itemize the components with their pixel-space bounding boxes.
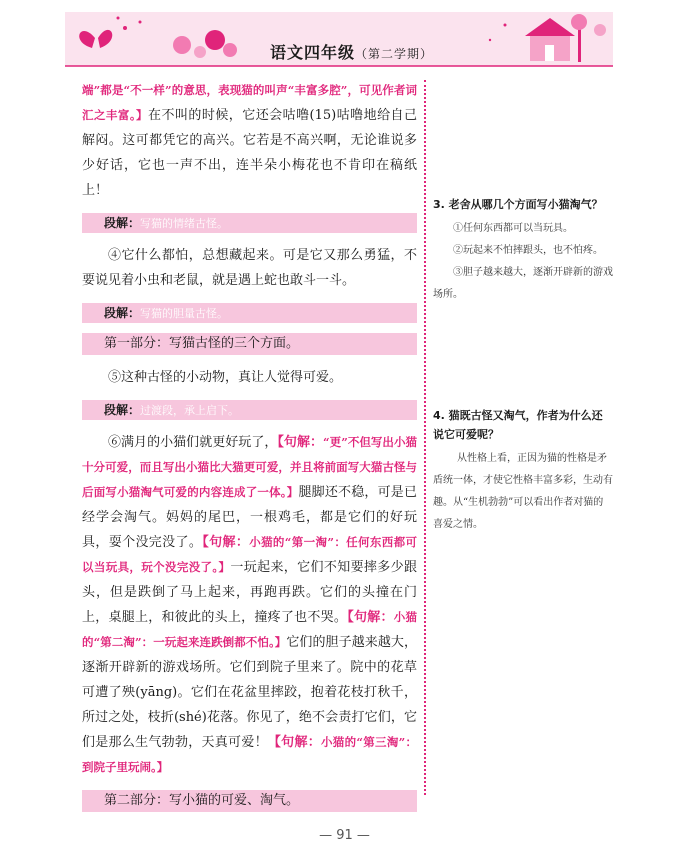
summary-label: 段解：	[104, 403, 141, 417]
side-questions-column	[433, 195, 613, 536]
sentence-note: 小猫的“第二淘”：一玩起来连跌倒都不怕。】	[82, 610, 417, 649]
answer-line: ③胆子越来越大，逐渐开辟新的游戏场所。	[433, 267, 613, 300]
paragraph-summary-box	[82, 400, 417, 420]
paragraph-text: 一玩起来，它们不知要摔多少跟头，但是跌倒了马上起来，再跑再跌。它们的头撞在门上，桌腿上，和彼此的头上，撞疼了也不哭。	[82, 560, 417, 625]
subtitle-text: （第二学期）	[355, 47, 434, 61]
paragraph-6	[82, 430, 417, 780]
title-text: 语文四年级	[270, 43, 356, 62]
paragraph-3-end	[82, 78, 417, 203]
summary-text: 过渡段，承上启下。	[140, 404, 240, 417]
answer-line: ②玩起来不怕摔跟头，也不怕疼。	[453, 245, 603, 256]
paragraph-4: ④它什么都怕，总想藏起来。可是它又那么勇猛，不要说见着小虫和老鼠，就是遇上蛇也敢斗一斗。	[82, 248, 417, 288]
sentence-note: “更”不但写出小猫十分可爱，而且写出小猫比大猫更可爱，并且将前面写大猫古怪与后面写小猫淘气可爱的内容连成了一体。】	[82, 435, 417, 499]
sentence-note: 小猫的“第一淘”：任何东西都可以当玩具，玩个没完没了。】	[82, 535, 417, 574]
sentence-note: 小猫的“第三淘”：到院子里玩闹。】	[82, 735, 417, 774]
page-number: — 91 —	[319, 828, 370, 843]
paragraph-summary-box	[82, 213, 417, 233]
summary-label: 段解：	[104, 216, 141, 230]
part-summary-box: 第一部分：写猫古怪的三个方面。	[82, 333, 417, 355]
question-4: 4. 猫既古怪又淘气，作者为什么还说它可爱呢？	[433, 409, 603, 441]
answer-line: ①任何东西都可以当玩具。	[453, 223, 573, 234]
sentence-note-label: 【句解：	[202, 535, 250, 550]
sentence-note-label: 【句解：	[267, 735, 322, 750]
page-header	[0, 0, 689, 80]
paragraph-text: 它们的胆子越来越大，逐渐开辟新的游戏场所。它们到院子里来了。院中的花草可遭了殃(yāng)。它们在花盆里摔跤，抱着花枝打秋千，所过之处，枝折(shé)花落。你见了，绝不会责打它们，它们是那么生气勃勃，天真可爱！	[82, 635, 417, 750]
paragraph-text: 腿脚还不稳，可是已经学会淘气。妈妈的尾巴，一根鸡毛，都是它们的好玩具，耍个没完没了。	[82, 485, 417, 550]
page-title	[270, 40, 433, 63]
summary-text: 写猫的胆量古怪。	[140, 307, 229, 320]
sentence-note-label: 【句解：	[347, 610, 394, 625]
paragraph-text: ⑥满月的小猫们就更好玩了，	[108, 435, 278, 450]
summary-text: 写猫的情绪古怪。	[140, 217, 229, 230]
paragraph-text: 在不叫的时候，它还会咕噜(15)咕噜地给自己解闷。这可都凭它的高兴。它若是不高兴啊，无论谁说多少好话，它也一声不出，连半朵小梅花也不肯印在稿纸上！	[82, 108, 417, 198]
main-text-column	[82, 78, 417, 822]
summary-label: 段解：	[104, 306, 141, 320]
paragraph-5: ⑤这种古怪的小动物，真让人觉得可爱。	[108, 370, 343, 385]
part-summary-box: 第二部分：写小猫的可爱、淘气。	[82, 790, 417, 812]
column-divider	[424, 80, 426, 795]
sentence-note-label: 【句解：	[277, 435, 324, 450]
spacer	[433, 306, 613, 406]
question-3: 3. 老舍从哪几个方面写小猫淘气？	[433, 198, 603, 211]
paragraph-summary-box	[82, 303, 417, 323]
answer-text: 从性格上看，正因为猫的性格是矛盾统一体，才使它性格丰富多彩，生动有趣。从“生机勃勃”可以看出作者对猫的喜爱之情。	[433, 453, 613, 530]
sentence-note: 端”都是“不一样”的意思，表现猫的叫声“丰富多腔”，可见作者词汇之丰富。】	[82, 83, 417, 122]
